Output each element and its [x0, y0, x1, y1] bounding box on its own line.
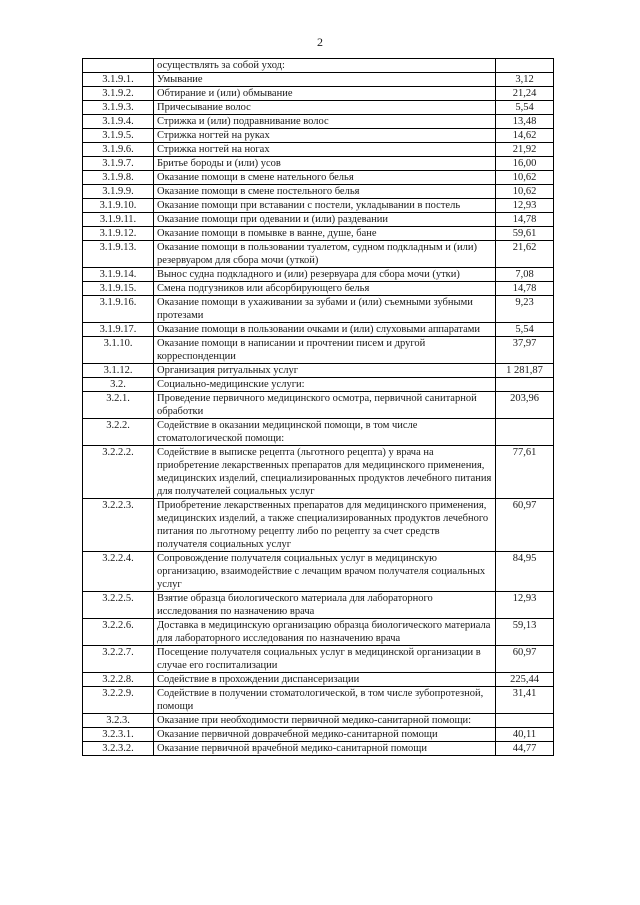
table-row — [83, 101, 554, 115]
service-price-cell: 9,23 — [496, 296, 554, 323]
table-row — [83, 171, 554, 185]
service-price-cell: 5,54 — [496, 101, 554, 115]
service-code-cell: 3.1.9.4. — [83, 115, 154, 129]
table-row — [83, 714, 554, 728]
service-price-cell: 13,48 — [496, 115, 554, 129]
service-code-cell: 3.2.3.1. — [83, 728, 154, 742]
service-price-cell: 14,62 — [496, 129, 554, 143]
table-row — [83, 646, 554, 673]
tariff-table — [82, 58, 554, 756]
service-code-cell: 3.1.9.14. — [83, 268, 154, 282]
service-name-cell: Оказание помощи в смене нательного белья — [154, 171, 496, 185]
service-code-cell: 3.1.9.7. — [83, 157, 154, 171]
table-row — [83, 378, 554, 392]
table-row — [83, 364, 554, 378]
table-row — [83, 619, 554, 646]
service-name-cell: Вынос судна подкладного и (или) резервуара для сбора мочи (утки) — [154, 268, 496, 282]
table-row — [83, 213, 554, 227]
service-code-cell: 3.2.3.2. — [83, 742, 154, 756]
service-price-cell: 59,13 — [496, 619, 554, 646]
service-name-cell: Доставка в медицинскую организацию образца биологического материала для лабораторного исследования по назначению врача — [154, 619, 496, 646]
service-price-cell — [496, 378, 554, 392]
service-price-cell: 37,97 — [496, 337, 554, 364]
service-price-cell: 21,24 — [496, 87, 554, 101]
service-name-cell: Оказание помощи при одевании и (или) раздевании — [154, 213, 496, 227]
page-number: 2 — [317, 35, 323, 49]
service-name-cell: Оказание помощи при вставании с постели, укладывании в постель — [154, 199, 496, 213]
service-price-cell: 84,95 — [496, 552, 554, 592]
table-row — [83, 673, 554, 687]
service-code-cell: 3.1.9.3. — [83, 101, 154, 115]
service-price-cell: 59,61 — [496, 227, 554, 241]
table-row — [83, 742, 554, 756]
service-price-cell: 60,97 — [496, 646, 554, 673]
service-price-cell: 10,62 — [496, 185, 554, 199]
tariff-table-body — [83, 59, 554, 756]
service-name-cell: Стрижка и (или) подравнивание волос — [154, 115, 496, 129]
service-name-cell: Оказание помощи в пользовании туалетом, судном подкладным и (или) резервуаром для сбора мочи (уткой) — [154, 241, 496, 268]
service-price-cell: 203,96 — [496, 392, 554, 419]
service-name-cell: Стрижка ногтей на руках — [154, 129, 496, 143]
service-name-cell: Взятие образца биологического материала для лабораторного исследования по назначению врача — [154, 592, 496, 619]
service-price-cell: 77,61 — [496, 446, 554, 499]
service-code-cell: 3.1.9.16. — [83, 296, 154, 323]
service-code-cell: 3.2.2.8. — [83, 673, 154, 687]
service-price-cell: 14,78 — [496, 213, 554, 227]
service-code-cell: 3.2.2. — [83, 419, 154, 446]
table-row — [83, 268, 554, 282]
table-row — [83, 337, 554, 364]
service-name-cell: Обтирание и (или) обмывание — [154, 87, 496, 101]
service-price-cell: 40,11 — [496, 728, 554, 742]
service-name-cell: Оказание первичной врачебной медико-санитарной помощи — [154, 742, 496, 756]
table-row — [83, 185, 554, 199]
service-code-cell: 3.1.12. — [83, 364, 154, 378]
service-name-cell: Оказание помощи в смене постельного белья — [154, 185, 496, 199]
service-price-cell: 5,54 — [496, 323, 554, 337]
service-code-cell: 3.2.2.2. — [83, 446, 154, 499]
service-code-cell: 3.1.9.9. — [83, 185, 154, 199]
service-code-cell: 3.1.10. — [83, 337, 154, 364]
table-row — [83, 129, 554, 143]
service-code-cell: 3.2.2.3. — [83, 499, 154, 552]
table-row — [83, 296, 554, 323]
service-price-cell — [496, 419, 554, 446]
table-row — [83, 728, 554, 742]
service-price-cell: 225,44 — [496, 673, 554, 687]
service-name-cell: Организация ритуальных услуг — [154, 364, 496, 378]
service-name-cell: Социально-медицинские услуги: — [154, 378, 496, 392]
service-name-cell: Содействие в получении стоматологической, в том числе зубопротезной, помощи — [154, 687, 496, 714]
service-name-cell: Стрижка ногтей на ногах — [154, 143, 496, 157]
table-row — [83, 687, 554, 714]
service-code-cell: 3.1.9.6. — [83, 143, 154, 157]
service-name-cell: Бритье бороды и (или) усов — [154, 157, 496, 171]
service-code-cell: 3.2.2.6. — [83, 619, 154, 646]
service-price-cell: 12,93 — [496, 199, 554, 213]
service-name-cell: Причесывание волос — [154, 101, 496, 115]
service-code-cell: 3.2.1. — [83, 392, 154, 419]
service-name-cell: Смена подгузников или абсорбирующего белья — [154, 282, 496, 296]
service-name-cell: Оказание первичной доврачебной медико-санитарной помощи — [154, 728, 496, 742]
table-row — [83, 499, 554, 552]
table-row — [83, 87, 554, 101]
service-name-cell: Оказание помощи в пользовании очками и (или) слуховыми аппаратами — [154, 323, 496, 337]
service-price-cell: 44,77 — [496, 742, 554, 756]
service-code-cell: 3.1.9.10. — [83, 199, 154, 213]
service-code-cell: 3.2.2.9. — [83, 687, 154, 714]
table-row — [83, 157, 554, 171]
service-price-cell: 60,97 — [496, 499, 554, 552]
service-price-cell: 1 281,87 — [496, 364, 554, 378]
service-code-cell: 3.1.9.8. — [83, 171, 154, 185]
service-price-cell — [496, 714, 554, 728]
service-name-cell: Проведение первичного медицинского осмотра, первичной санитарной обработки — [154, 392, 496, 419]
service-code-cell — [83, 59, 154, 73]
service-price-cell: 3,12 — [496, 73, 554, 87]
table-row — [83, 115, 554, 129]
table-row — [83, 73, 554, 87]
table-row — [83, 323, 554, 337]
service-code-cell: 3.2. — [83, 378, 154, 392]
table-row — [83, 199, 554, 213]
service-name-cell: Содействие в оказании медицинской помощи, в том числе стоматологической помощи: — [154, 419, 496, 446]
service-name-cell: Сопровождение получателя социальных услуг в медицинскую организацию, взаимодействие с лечащим врачом получателя социальных услуг — [154, 552, 496, 592]
table-row — [83, 282, 554, 296]
service-name-cell: Оказание помощи в помывке в ванне, душе, бане — [154, 227, 496, 241]
service-price-cell: 31,41 — [496, 687, 554, 714]
table-row — [83, 592, 554, 619]
service-name-cell: Посещение получателя социальных услуг в медицинской организации в случае его госпитализации — [154, 646, 496, 673]
service-price-cell: 16,00 — [496, 157, 554, 171]
service-price-cell: 14,78 — [496, 282, 554, 296]
service-price-cell: 7,08 — [496, 268, 554, 282]
service-name-cell: Оказание при необходимости первичной медико-санитарной помощи: — [154, 714, 496, 728]
service-code-cell: 3.2.2.7. — [83, 646, 154, 673]
table-row — [83, 552, 554, 592]
service-code-cell: 3.1.9.15. — [83, 282, 154, 296]
service-name-cell: Умывание — [154, 73, 496, 87]
table-row — [83, 392, 554, 419]
service-name-cell: Оказание помощи в написании и прочтении писем и другой корреспонденции — [154, 337, 496, 364]
service-code-cell: 3.1.9.2. — [83, 87, 154, 101]
table-row — [83, 446, 554, 499]
service-price-cell — [496, 59, 554, 73]
service-code-cell: 3.1.9.1. — [83, 73, 154, 87]
service-name-cell: Приобретение лекарственных препаратов для медицинского применения, медицинских изделий, а также специализированных продуктов лечебного питания по льготному рецепту либо по рецепту за счет средств получателя социальных услуг — [154, 499, 496, 552]
service-name-cell: Оказание помощи в ухаживании за зубами и (или) съемными зубными протезами — [154, 296, 496, 323]
service-name-cell: Содействие в прохождении диспансеризации — [154, 673, 496, 687]
service-code-cell: 3.1.9.12. — [83, 227, 154, 241]
service-code-cell: 3.2.2.5. — [83, 592, 154, 619]
service-price-cell: 21,62 — [496, 241, 554, 268]
table-row — [83, 227, 554, 241]
service-name-cell: Содействие в выписке рецепта (льготного рецепта) у врача на приобретение лекарственных препаратов для медицинского применения, медицинских изделий, специализированных продуктов лечебного питания для получателей социальных услуг — [154, 446, 496, 499]
service-code-cell: 3.1.9.11. — [83, 213, 154, 227]
table-row — [83, 419, 554, 446]
table-row — [83, 143, 554, 157]
service-code-cell: 3.1.9.17. — [83, 323, 154, 337]
service-name-cell: осуществлять за собой уход: — [154, 59, 496, 73]
service-code-cell: 3.2.3. — [83, 714, 154, 728]
service-code-cell: 3.2.2.4. — [83, 552, 154, 592]
service-code-cell: 3.1.9.13. — [83, 241, 154, 268]
service-price-cell: 10,62 — [496, 171, 554, 185]
table-row — [83, 59, 554, 73]
service-code-cell: 3.1.9.5. — [83, 129, 154, 143]
service-price-cell: 21,92 — [496, 143, 554, 157]
service-price-cell: 12,93 — [496, 592, 554, 619]
table-row — [83, 241, 554, 268]
